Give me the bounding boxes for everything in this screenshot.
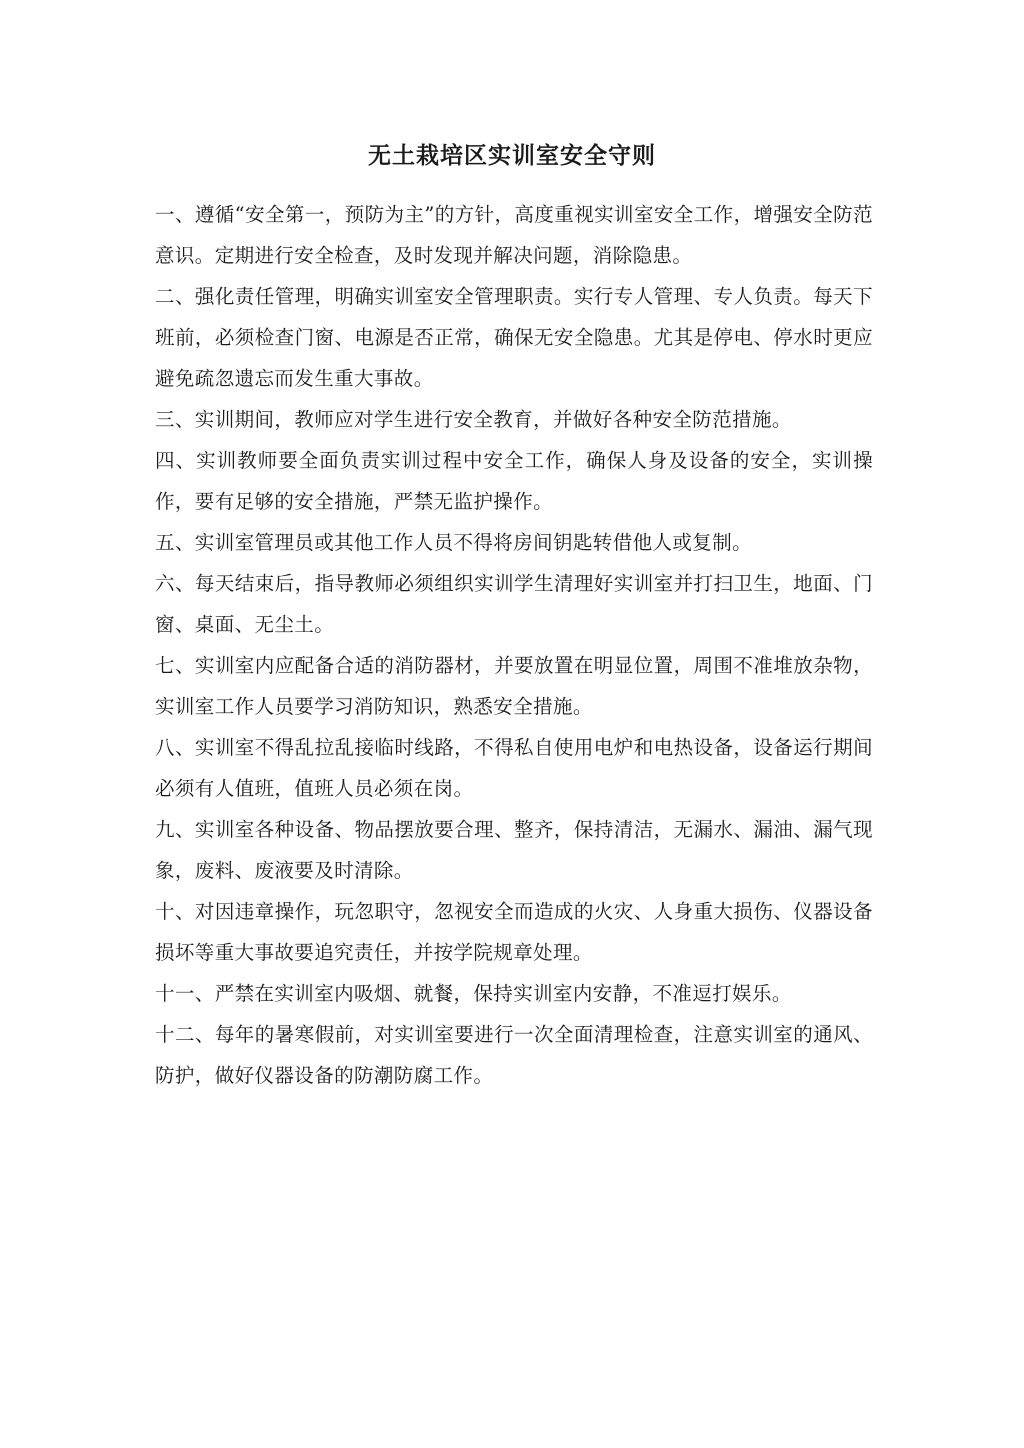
rule-item-5: 五、实训室管理员或其他工作人员不得将房间钥匙转借他人或复制。	[155, 531, 753, 554]
rule-item-3: 三、实训期间，教师应对学生进行安全教育，并做好各种安全防范措施。	[155, 408, 792, 431]
rule-item-8: 八、实训室不得乱拉乱接临时线路，不得私自使用电炉和电热设备，设备运行期间必须有人值班，值班人员必须在岗。	[155, 736, 873, 800]
rule-item-2: 二、强化责任管理，明确实训室安全管理职责。实行专人管理、专人负责。每天下班前，必须检查门窗、电源是否正常，确保无安全隐患。尤其是停电、停水时更应避免疏忽遗忘而发生重大事故。	[155, 285, 873, 390]
rule-item-1: 一、遵循“安全第一，预防为主”的方针，高度重视实训室安全工作，增强安全防范意识。定期进行安全检查，及时发现并解决问题，消除隐患。	[155, 203, 873, 267]
rule-item-11: 十一、严禁在实训室内吸烟、就餐，保持实训室内安静，不准逗打娱乐。	[155, 982, 792, 1005]
rule-item-6: 六、每天结束后，指导教师必须组织实训学生清理好实训室并打扫卫生，地面、门窗、桌面、无尘土。	[155, 572, 873, 636]
rule-item-4: 四、实训教师要全面负责实训过程中安全工作，确保人身及设备的安全，实训操作，要有足够的安全措施，严禁无监护操作。	[155, 449, 873, 513]
rule-item-7: 七、实训室内应配备合适的消防器材，并要放置在明显位置，周围不准堆放杂物，实训室工作人员要学习消防知识，熟悉安全措施。	[155, 654, 873, 718]
rule-item-10: 十、对因违章操作，玩忽职守，忽视安全而造成的火灾、人身重大损伤、仪器设备损坏等重大事故要追究责任，并按学院规章处理。	[155, 900, 873, 964]
rules-list	[155, 194, 873, 1096]
rule-item-9: 九、实训室各种设备、物品摆放要合理、整齐，保持清洁，无漏水、漏油、漏气现象，废料、废液要及时清除。	[155, 818, 873, 882]
document-title: 无土栽培区实训室安全守则	[368, 142, 656, 169]
rule-item-12: 十二、每年的暑寒假前，对实训室要进行一次全面清理检查，注意实训室的通风、防护，做好仪器设备的防潮防腐工作。	[155, 1023, 873, 1087]
